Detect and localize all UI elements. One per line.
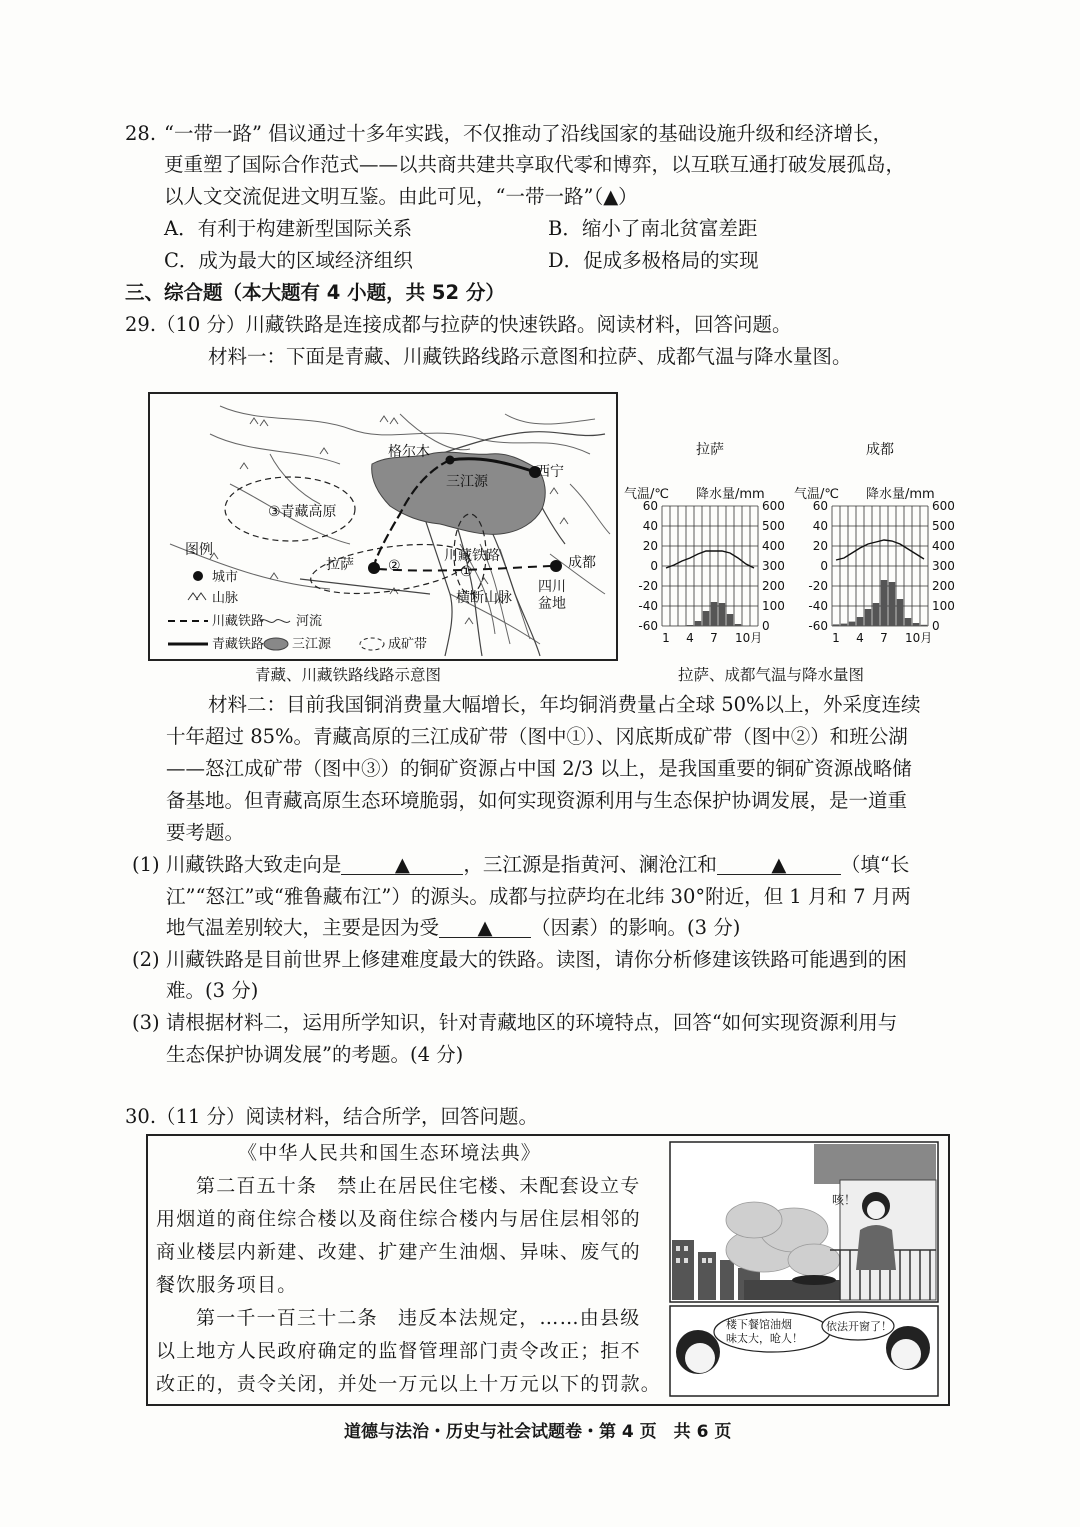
q28-number: 28.: [125, 122, 157, 145]
q28-option-a: A．有利于构建新型国际关系: [164, 217, 413, 240]
q28-option-d: D．促成多极格局的实现: [548, 249, 759, 272]
chart-2-ytick-right: 500: [932, 519, 955, 533]
sanjiangyuan-area: [372, 452, 546, 534]
label-plateau: ③青藏高原: [268, 504, 337, 520]
chart-2-precip-bar: [833, 624, 839, 626]
chart-1-ytick-left: -40: [638, 599, 658, 613]
material2-line2: 十年超过 85%。青藏高原的三江成矿带（图中①）、冈底斯成矿带（图中②）和班公湖: [166, 725, 908, 748]
law-line1: 第二百五十条 禁止在居民住宅楼、未配套设立专: [196, 1175, 641, 1197]
chart-1-precip-bar: [711, 602, 717, 626]
chart-2-precip-bar: [913, 623, 919, 626]
material2-line1: 材料二：目前我国铜消费量大幅增长，年均铜消费量占全球 50%以上，外采度连续: [208, 693, 921, 716]
chart-2-ytick-right: 600: [932, 499, 955, 513]
chart-1-ytick-right: 200: [762, 579, 785, 593]
q29-sub3-line2: 生态保护协调发展”的考题。(4 分): [166, 1043, 464, 1066]
comic-bubble1-line2: 味太大，呛人！: [726, 1332, 803, 1345]
chart-1-ytick-right: 600: [762, 499, 785, 513]
chart-1-precip-bar: [735, 624, 741, 626]
chart-1-xtick: 1: [662, 631, 670, 645]
chart-2-precip-bar: [841, 624, 847, 626]
comic-bubble1-line1: 楼下餐馆油烟: [726, 1318, 792, 1331]
chart-1-ytick-right: 500: [762, 519, 785, 533]
legend-title: 图例: [185, 542, 213, 558]
chart-2-precip-bar: [889, 582, 895, 626]
railway-map: [148, 392, 618, 661]
chart-1-xtick: 4: [686, 631, 694, 645]
chart-2-precip-bar: [873, 603, 879, 626]
label-hengduan: 横断山脉: [456, 590, 512, 606]
q29-material1: 材料一：下面是青藏、川藏铁路线路示意图和拉萨、成都气温与降水量图。: [208, 345, 852, 368]
section3-title: 三、综合题（本大题有 4 小题，共 52 分）: [125, 281, 505, 304]
q29-sub3-line1: (3) 请根据材料二，运用所学知识，针对青藏地区的环境特点，回答“如何实现资源利用与: [132, 1011, 898, 1034]
chart-2-xtick: 4: [856, 631, 864, 645]
city-geermu: [446, 456, 455, 465]
label-basin: 盆地: [538, 596, 566, 612]
chart-2-ytick-right: 400: [932, 539, 955, 553]
page-footer: 道德与法治・历史与社会试题卷・第 4 页 共 6 页: [344, 1422, 732, 1442]
chart-2-ytick-left: -40: [808, 599, 828, 613]
chart-2-ytick-left: 20: [812, 539, 828, 553]
chart-2-ytick-left: 60: [812, 499, 828, 513]
comic-bubble2: 依法开窗了！: [826, 1320, 892, 1333]
material2-line4: 备基地。但青藏高原生态环境脆弱，如何实现资源利用与生态保护协调发展，是一道重: [166, 789, 908, 812]
chart-2-xtick: 1: [832, 631, 840, 645]
q28-line3: 以人文交流促进文明互鉴。由此可见，“一带一路”（▲）: [164, 185, 638, 208]
law-line6: 以上地方人民政府确定的监督管理部门责令改正；拒不: [156, 1340, 641, 1362]
chart-2-title: 成都: [866, 442, 894, 458]
chart-1-ytick-right: 300: [762, 559, 785, 573]
chart-1-ytick-left: 20: [642, 539, 658, 553]
chart-1-ytick-left: -60: [638, 619, 658, 633]
material2-line3: ——怒江成矿带（图中③）的铜矿资源占中国 2/3 以上，是我国重要的铜矿资源战略储: [166, 757, 912, 780]
chart-1-ylabel-right: 降水量/mm: [696, 487, 765, 502]
q29-sub1-line2: 江”“怒江”或“雅鲁藏布江”）的源头。成都与拉萨均在北纬 30°附近，但 1 月和 7 月两: [166, 885, 911, 908]
chart-2-ytick-left: 0: [820, 559, 828, 573]
chart-1-precip-bar: [727, 614, 733, 626]
chart-2-precip-bar: [857, 617, 863, 626]
city-lasa: [368, 562, 380, 574]
legend-qingzang: 青藏铁路: [212, 637, 265, 652]
chart-1-ytick-left: 40: [642, 519, 658, 533]
chart-1-ytick-left: 0: [650, 559, 658, 573]
chart-1-ytick-right: 400: [762, 539, 785, 553]
chart-1-precip-bar: [687, 625, 693, 626]
chart-2-ytick-right: 300: [932, 559, 955, 573]
label-lasa: 拉萨: [326, 557, 354, 573]
label-chengdu: 成都: [568, 555, 596, 571]
map-caption: 青藏、川藏铁路线路示意图: [255, 666, 442, 684]
chart-1-title: 拉萨: [696, 442, 724, 458]
answer-blank-3[interactable]: ▲: [439, 913, 531, 938]
label-geermu: 格尔木: [388, 444, 430, 460]
chart-2-ylabel-left: 气温/℃: [794, 487, 839, 502]
q29-sub2-line2: 难。(3 分): [166, 979, 259, 1002]
chart-2-precip-bar: [881, 580, 887, 626]
chart-2-precip-bar: [849, 622, 855, 626]
chart-1-precip-bar: [703, 611, 709, 626]
chart-2-ylabel-right: 降水量/mm: [866, 487, 935, 502]
q29-sub1-line1: (1) 川藏铁路大致走向是 ▲ ，三江源是指黄河、澜沧江和 ▲ （填“长: [132, 850, 909, 880]
q29-sub2-line1: (2) 川藏铁路是目前世界上修建难度最大的铁路。读图，请你分析修建该铁路可能遇到的困: [132, 948, 907, 971]
legend-chuanzang: 川藏铁路: [212, 614, 265, 629]
material2-line5: 要考题。: [166, 821, 245, 844]
charts-caption: 拉萨、成都气温与降水量图: [678, 666, 865, 684]
q29-intro: 29.（10 分）川藏铁路是连接成都与拉萨的快速铁路。阅读材料，回答问题。: [125, 313, 792, 336]
climate-charts: [622, 430, 992, 690]
chart-1-ytick-right: 100: [762, 599, 785, 613]
chart-1-xtick: 10月: [735, 631, 763, 645]
chart-2-ytick-right: 200: [932, 579, 955, 593]
chart-1-ylabel-left: 气温/℃: [624, 487, 669, 502]
q28-option-b: B．缩小了南北贫富差距: [548, 217, 758, 240]
chart-2-ytick-left: 40: [812, 519, 828, 533]
law-line5: 第一千一百三十二条 违反本法规定，……由县级: [196, 1307, 641, 1329]
legend-mountain: 山脉: [212, 591, 239, 606]
comic-cough: 咳！: [832, 1193, 857, 1207]
label-circle1: ①: [460, 564, 473, 580]
chart-2-ytick-left: -20: [808, 579, 828, 593]
q28-option-c: C．成为最大的区域经济组织: [164, 249, 413, 272]
answer-blank-2[interactable]: ▲: [717, 850, 841, 875]
chart-2-ytick-right: 0: [932, 619, 940, 633]
legend-city: 城市: [212, 570, 239, 585]
q28-line1: “一带一路” 倡议通过十多年实践，不仅推动了沿线国家的基础设施升级和经济增长，: [164, 122, 893, 145]
law-line3: 商业楼层内新建、改建、扩建产生油烟、异味、废气的: [156, 1241, 641, 1263]
chart-2-ytick-left: -60: [808, 619, 828, 633]
chart-1-ytick-left: 60: [642, 499, 658, 513]
chart-2-precip-bar: [905, 618, 911, 626]
comic-illustration: [664, 1140, 944, 1400]
chart-2-precip-bar: [865, 609, 871, 626]
legend-ore-belt: 成矿带: [388, 637, 428, 652]
chart-2-ytick-right: 100: [932, 599, 955, 613]
chart-2-xtick: 7: [880, 631, 888, 645]
q30-intro: 30.（11 分）阅读材料，结合所学，回答问题。: [125, 1105, 539, 1128]
city-chengdu: [550, 560, 562, 572]
law-line4: 餐饮服务项目。: [156, 1274, 298, 1296]
law-line7: 改正的，责令关闭，并处一万元以上十万元以下的罚款。: [156, 1373, 662, 1395]
label-sichuan: 四川: [538, 579, 566, 595]
label-sanjiangyuan: 三江源: [446, 474, 488, 490]
chart-2-precip-bar: [921, 625, 927, 626]
label-chuanzang: 川藏铁路: [444, 548, 500, 564]
chart-1-precip-bar: [719, 603, 725, 626]
chart-1-xtick: 7: [710, 631, 718, 645]
label-circle2: ②: [388, 558, 401, 574]
label-xining: 西宁: [536, 464, 564, 480]
chart-1-precip-bar: [695, 621, 701, 626]
map-legend: [168, 571, 384, 650]
law-line2: 用烟道的商住综合楼以及商住综合楼内与居住层相邻的: [156, 1208, 641, 1230]
law-title: 《中华人民共和国生态环境法典》: [238, 1142, 542, 1164]
q28-line2: 更重塑了国际合作范式——以共商共建共享取代零和博弈，以互联互通打破发展孤岛，: [164, 153, 906, 176]
chart-2-xtick: 10月: [905, 631, 933, 645]
legend-river: 河流: [296, 614, 323, 629]
chart-1-ytick-left: -20: [638, 579, 658, 593]
legend-sanjiangyuan: 三江源: [292, 637, 332, 652]
q29-sub1-line3: 地气温差别较大，主要是因为受 ▲ （因素）的影响。(3 分): [166, 913, 740, 943]
chart-1-ytick-right: 0: [762, 619, 770, 633]
chart-2-precip-bar: [897, 599, 903, 626]
answer-blank-1[interactable]: ▲: [341, 850, 463, 875]
